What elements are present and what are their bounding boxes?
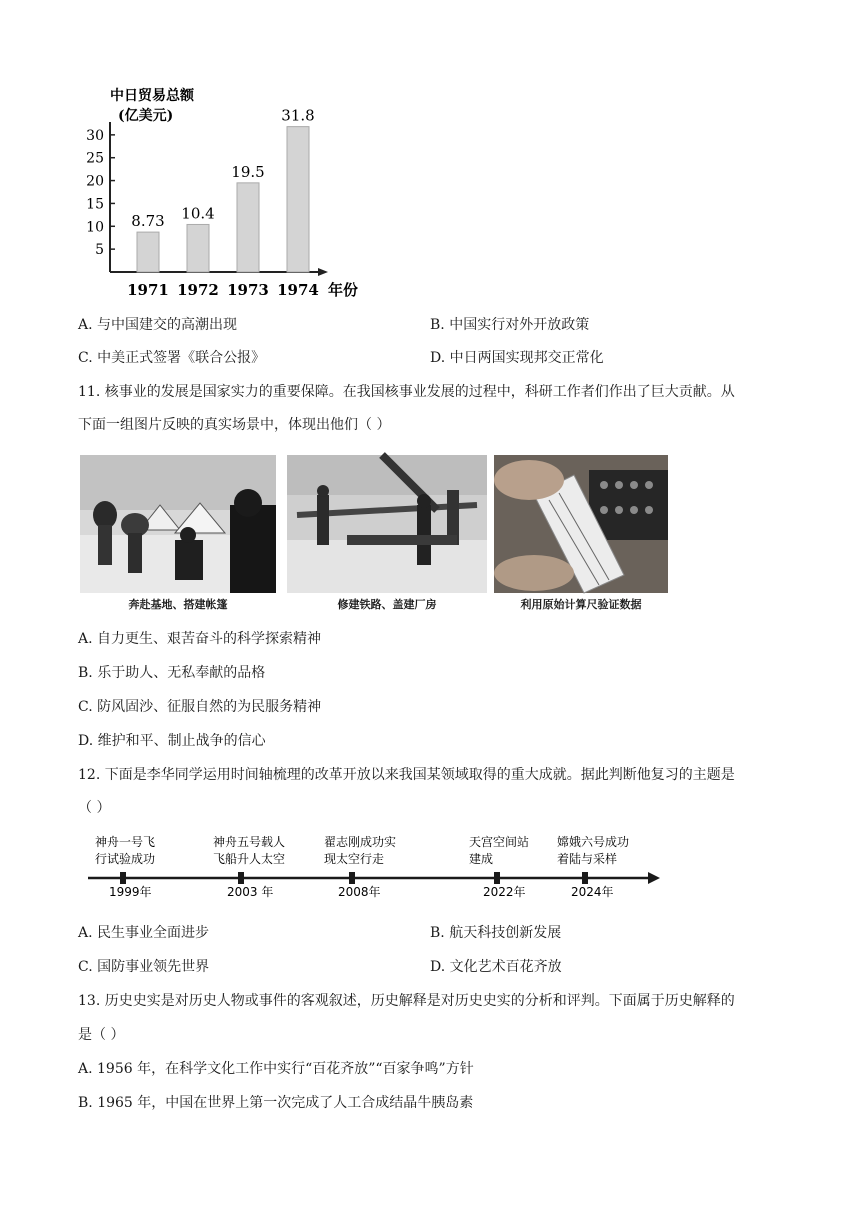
chart-category-label: 1971 [127, 281, 169, 299]
timeline-year: 2024年 [571, 885, 614, 899]
x-axis-arrow-icon [318, 268, 328, 276]
chart-ylabel-line2: (亿美元) [118, 108, 174, 124]
q12-stem-line2: （ ） [78, 800, 111, 816]
photo-building-tents [80, 455, 276, 593]
chart-category-label: 1973 [227, 281, 269, 299]
q13-option-a[interactable]: A. 1956 年，在科学文化工作中实行“百花齐放”“百家争鸣”方针 [78, 1061, 474, 1077]
q13-option-b[interactable]: B. 1965 年，中国在世界上第一次完成了人工合成结晶牛胰岛素 [78, 1095, 474, 1111]
timeline-marker [349, 872, 355, 884]
chart-ylabel-line1: 中日贸易总额 [110, 88, 194, 104]
timeline-event-line2: 建成 [469, 852, 494, 866]
chart-category-label: 1972 [177, 281, 219, 299]
timeline-marker [582, 872, 588, 884]
q10-option-a[interactable]: A. 与中国建交的高潮出现 [78, 317, 238, 333]
chart-y-tick-label: 5 [95, 242, 104, 259]
q11-option-b[interactable]: B. 乐于助人、无私奉献的品格 [78, 665, 266, 681]
chart-bar [287, 127, 309, 272]
photo-building-railway [287, 455, 487, 593]
chart-bar [237, 183, 259, 272]
q12-option-d[interactable]: D. 文化艺术百花齐放 [430, 959, 562, 975]
q11-option-a[interactable]: A. 自力更生、艰苦奋斗的科学探索精神 [78, 631, 322, 647]
timeline-marker [494, 872, 500, 884]
timeline-event-line1: 嫦娥六号成功 [557, 835, 630, 849]
q11-option-d[interactable]: D. 维护和平、制止战争的信心 [78, 733, 266, 749]
timeline-year: 2003 年 [227, 885, 274, 899]
chart-y-tick-label: 30 [86, 127, 104, 144]
photo-slide-rule [494, 455, 668, 593]
q12-option-c[interactable]: C. 国防事业领先世界 [78, 959, 210, 975]
trade-bar-chart [88, 82, 388, 302]
timeline-event-line1: 神舟一号飞 [95, 835, 156, 849]
timeline-marker [120, 872, 126, 884]
chart-y-tick-label: 10 [86, 219, 104, 236]
photo-caption-3: 利用原始计算尺验证数据 [520, 598, 642, 611]
chart-y-tick-label: 15 [86, 196, 104, 213]
timeline-event-line2: 现太空行走 [324, 852, 385, 866]
chart-bar [137, 232, 159, 272]
timeline-year: 2008年 [338, 885, 381, 899]
q10-option-d[interactable]: D. 中日两国实现邦交正常化 [430, 350, 604, 366]
q11-stem-line1: 11. 核事业的发展是国家实力的重要保障。在我国核事业发展的过程中，科研工作者们作出了巨大贡献。从 [78, 384, 735, 400]
timeline-event-line2: 飞船升人太空 [213, 852, 286, 866]
q12-option-b[interactable]: B. 航天科技创新发展 [430, 925, 562, 941]
timeline-marker [238, 872, 244, 884]
chart-bar [187, 224, 209, 272]
timeline-year: 2022年 [483, 885, 526, 899]
chart-value-label: 31.8 [281, 106, 315, 125]
chart-category-label: 1974 [277, 281, 319, 299]
chart-value-label: 10.4 [181, 204, 215, 223]
q10-option-b[interactable]: B. 中国实行对外开放政策 [430, 317, 590, 333]
q13-stem-line1: 13. 历史史实是对历史人物或事件的客观叙述，历史解释是对历史史实的分析和评判。下面属于历史解释的 [78, 993, 735, 1009]
q12-stem-line1: 12. 下面是李华同学运用时间轴梳理的改革开放以来我国某领域取得的重大成就。据此判断他复习的主题是 [78, 767, 735, 783]
timeline-event-line2: 着陆与采样 [557, 852, 618, 866]
chart-value-label: 8.73 [131, 212, 165, 231]
photo-caption-1: 奔赴基地、搭建帐篷 [128, 598, 228, 611]
timeline-event-line1: 天宫空间站 [469, 835, 530, 849]
chart-value-label: 19.5 [231, 162, 265, 181]
q13-stem-line2: 是（ ） [78, 1027, 125, 1043]
q10-option-c[interactable]: C. 中美正式签署《联合公报》 [78, 350, 266, 366]
chart-y-tick-label: 25 [86, 150, 104, 167]
q12-option-a[interactable]: A. 民生事业全面进步 [78, 925, 210, 941]
q11-stem-line2: 下面一组图片反映的真实场景中，体现出他们（ ） [78, 417, 391, 433]
chart-y-tick-label: 20 [86, 173, 104, 190]
chart-xlabel: 年份 [328, 281, 359, 299]
timeline-event-line1: 翟志刚成功实 [324, 835, 397, 849]
timeline-year: 1999年 [109, 885, 152, 899]
q11-option-c[interactable]: C. 防风固沙、征服自然的为民服务精神 [78, 699, 322, 715]
timeline-event-line1: 神舟五号载人 [213, 835, 286, 849]
timeline-arrow-icon [648, 872, 660, 884]
photo-caption-2: 修建铁路、盖建厂房 [337, 598, 437, 611]
timeline-event-line2: 行试验成功 [95, 852, 156, 866]
space-timeline [88, 832, 668, 902]
